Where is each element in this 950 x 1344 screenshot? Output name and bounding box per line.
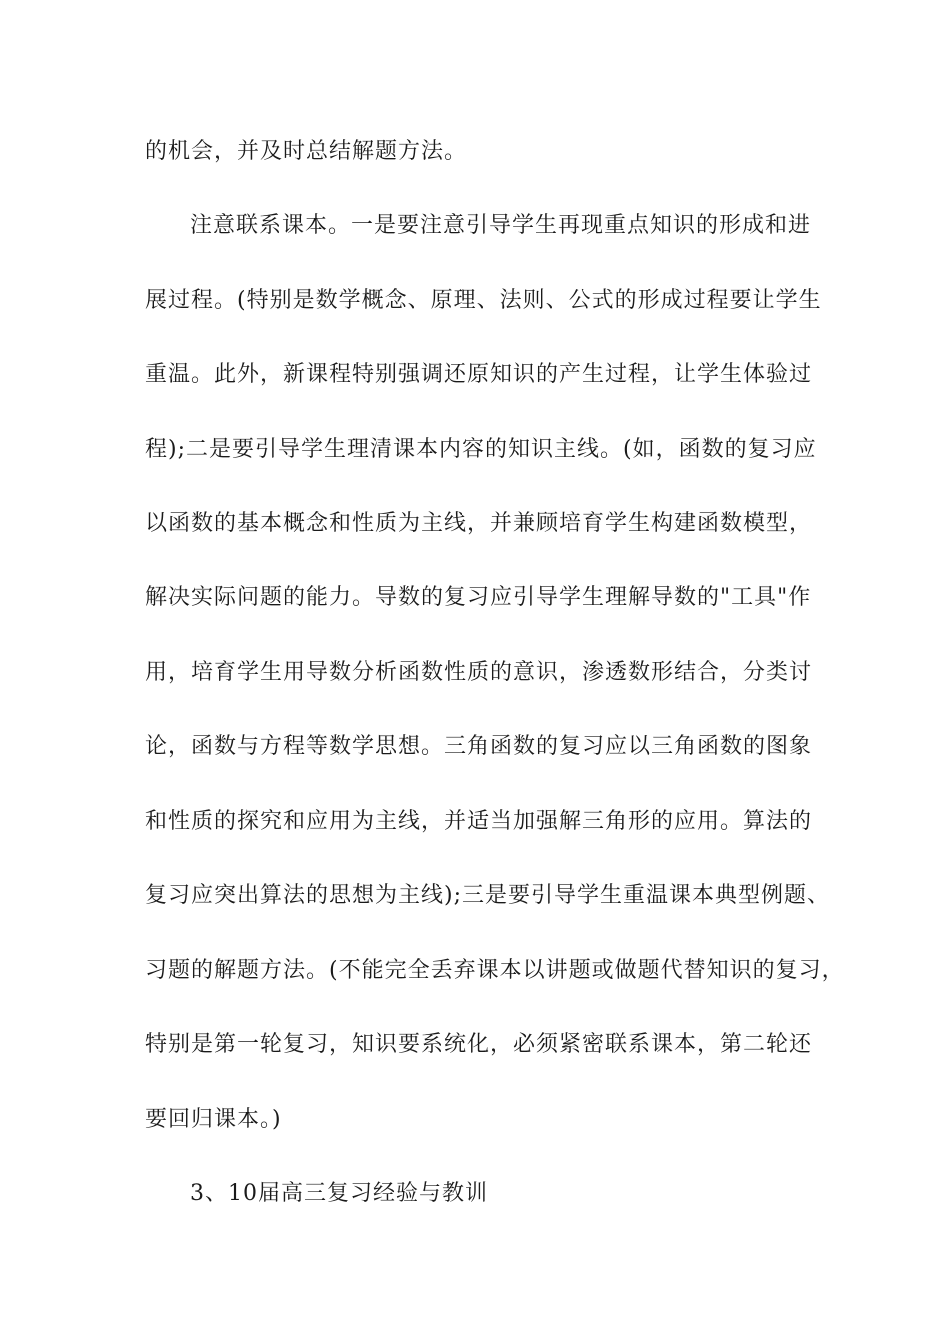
text-line: 重温。此外，新课程特别强调还原知识的产生过程，让学生体验过 — [145, 362, 813, 387]
paragraph-start-line: 注意联系课本。一是要注意引导学生再现重点知识的形成和进 — [190, 213, 812, 238]
text-line: 解决实际问题的能力。导数的复习应引导学生理解导数的"工具"作 — [145, 585, 812, 610]
text-line: 复习应突出算法的思想为主线);三是要引导学生重温课本典型例题、 — [145, 883, 830, 908]
text-line: 习题的解题方法。(不能完全丢弃课本以讲题或做题代替知识的复习， — [145, 958, 845, 983]
text-line: 用，培育学生用导数分析函数性质的意识，渗透数形结合，分类讨 — [145, 660, 813, 685]
text-line: 展过程。(特别是数学概念、原理、法则、公式的形成过程要让学生 — [145, 288, 822, 313]
text-line: 和性质的探究和应用为主线，并适当加强解三角形的应用。算法的 — [145, 809, 813, 834]
text-line: 的机会，并及时总结解题方法。 — [145, 139, 468, 164]
text-line: 特别是第一轮复习，知识要系统化，必须紧密联系课本，第二轮还 — [145, 1032, 813, 1057]
text-line: 论，函数与方程等数学思想。三角函数的复习应以三角函数的图象 — [145, 734, 813, 759]
section-heading: 3、10届高三复习经验与教训 — [190, 1181, 488, 1206]
text-line: 程);二是要引导学生理清课本内容的知识主线。(如，函数的复习应 — [145, 437, 817, 462]
text-line: 要回归课本。) — [145, 1107, 282, 1132]
text-line: 以函数的基本概念和性质为主线，并兼顾培育学生构建函数模型， — [145, 511, 813, 536]
